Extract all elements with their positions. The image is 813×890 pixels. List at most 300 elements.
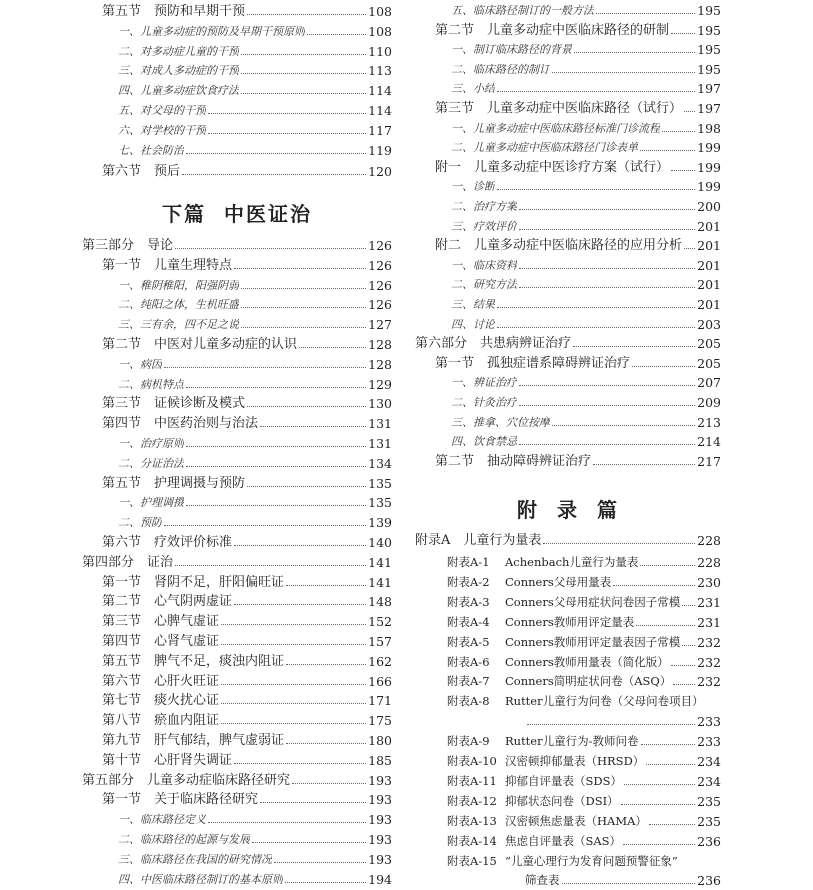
dot-leader <box>208 821 366 823</box>
toc-entry-title: 第六节 疗效评价标准 <box>102 535 233 550</box>
dot-leader <box>649 823 695 825</box>
dot-leader <box>671 32 695 34</box>
toc-entry-title: 二、治疗方案 <box>451 200 517 213</box>
page-number: 236 <box>697 833 721 849</box>
appendix-table-code: 附表A-15 <box>447 853 497 868</box>
dot-leader <box>247 405 366 407</box>
appendix-table-code: 附表A-5 <box>447 634 490 649</box>
page-number: 128 <box>368 337 392 352</box>
dot-leader <box>519 228 695 230</box>
page-number: 233 <box>697 714 721 730</box>
toc-entry <box>415 613 721 632</box>
toc-entry <box>415 334 721 353</box>
toc-entry-title: 一、护理调摄 <box>118 496 184 510</box>
page-number: 171 <box>368 693 392 709</box>
page-number: 141 <box>368 554 392 570</box>
toc-entry <box>82 236 392 255</box>
dot-leader <box>673 683 695 685</box>
page-number: 128 <box>368 356 392 372</box>
toc-entry <box>415 593 721 612</box>
toc-entry <box>82 315 392 334</box>
appendix-table-title: 汉密顿焦虑量表（HAMA） <box>505 813 647 828</box>
toc-entry <box>415 452 721 471</box>
toc-entry-title: 一、儿童多动症的预防及早期干预原则 <box>118 24 305 38</box>
page-number: 126 <box>368 297 392 313</box>
dot-leader <box>641 743 696 745</box>
page-number: 141 <box>368 574 392 590</box>
toc-entry-title: 第二节 儿童多动症中医临床路径的研制 <box>435 22 670 38</box>
toc-entry <box>415 295 721 314</box>
toc-entry <box>415 236 721 255</box>
toc-entry <box>415 256 721 275</box>
toc-entry <box>82 711 392 730</box>
toc-entry-title <box>415 692 704 711</box>
toc-entry-title: 第五节 脾气不足，痰浊内阻证 <box>102 653 285 669</box>
toc-entry <box>82 810 392 829</box>
toc-entry-title: 第三节 证候诊断及模式 <box>102 396 246 412</box>
toc-entry-title: 一、稚阴稚阳，阳强阴弱 <box>118 278 239 292</box>
dot-leader <box>186 445 366 447</box>
page-number: 195 <box>697 61 721 77</box>
dot-leader <box>241 287 366 289</box>
dot-leader <box>632 365 695 367</box>
page-number: 110 <box>368 43 392 59</box>
toc-entry <box>415 672 721 691</box>
toc-entry-title <box>415 772 622 791</box>
toc-entry <box>82 493 392 512</box>
dot-leader <box>574 51 695 53</box>
page-number: 195 <box>697 3 721 18</box>
toc-entry-title: 第四部分 证治 <box>82 554 174 570</box>
toc-entry-title: 第一节 孤独症谱系障碍辨证治疗 <box>435 355 631 371</box>
page-number: 228 <box>697 555 721 570</box>
appendix-table-code: 附表A-14 <box>447 833 497 848</box>
page-number: 162 <box>368 653 392 669</box>
page-number: 232 <box>697 654 721 670</box>
toc-entry-title: 附录A 儿童行为量表 <box>415 533 542 548</box>
toc-entry <box>82 22 392 41</box>
toc-entry <box>415 217 721 236</box>
toc-entry-title: 七、社会防治 <box>118 143 184 157</box>
toc-entry-title: 第四节 心肾气虚证 <box>102 634 220 649</box>
toc-entry <box>82 335 392 354</box>
toc-entry <box>415 633 721 652</box>
dot-leader <box>285 881 366 883</box>
dot-leader <box>208 112 366 114</box>
toc-entry <box>415 158 721 177</box>
page-number: 199 <box>697 159 721 175</box>
appendix-table-code: 附表A-2 <box>447 574 490 589</box>
dot-leader <box>208 132 366 134</box>
toc-entry <box>415 732 721 751</box>
page-number: 201 <box>697 238 721 254</box>
appendix-table-title: “儿童心理行为发育问题预警征象” <box>505 853 678 868</box>
toc-entry-title: 四、儿童多动症饮食疗法 <box>118 84 239 98</box>
appendix-table-code: 附表A-9 <box>447 734 490 749</box>
page-number: 185 <box>368 752 392 768</box>
dot-leader <box>623 843 695 845</box>
dot-leader <box>527 723 695 725</box>
dot-leader <box>186 152 366 154</box>
toc-entry <box>82 121 392 140</box>
dot-leader <box>286 742 366 744</box>
toc-entry-title <box>415 653 669 672</box>
toc-entry <box>82 295 392 314</box>
section-heading-part: 下篇 <box>162 202 206 226</box>
toc-entry-title: 一、病因 <box>118 357 162 371</box>
page-number: 193 <box>368 812 392 828</box>
toc-entry <box>82 162 392 181</box>
dot-leader <box>519 208 695 210</box>
dot-leader <box>552 71 695 73</box>
toc-entry <box>415 1 721 20</box>
toc-entry-title: 二、预防 <box>118 516 162 530</box>
toc-entry-title: 第二节 中医对儿童多动症的认识 <box>102 337 298 352</box>
dot-leader <box>221 683 366 685</box>
appendix-table-code: 附表A-10 <box>447 754 497 768</box>
dot-leader <box>186 465 366 467</box>
page-number: 131 <box>368 416 392 432</box>
toc-entry <box>415 315 721 334</box>
page-number: 114 <box>368 83 392 99</box>
dot-leader <box>221 702 366 704</box>
toc-entry-title: 第一节 肾阴不足，肝阳偏旺证 <box>102 574 285 590</box>
toc-entry <box>82 573 392 592</box>
toc-entry-title <box>415 832 621 851</box>
toc-entry <box>415 354 721 373</box>
page-number: 197 <box>697 101 721 116</box>
dot-leader <box>175 247 366 249</box>
toc-entry <box>415 119 721 138</box>
dot-leader <box>286 663 366 665</box>
section-heading <box>82 198 392 227</box>
dot-leader <box>621 803 696 805</box>
toc-entry-title: 第三部分 导论 <box>82 238 174 253</box>
toc-entry-title: 三、对成人多动症的干预 <box>118 64 239 78</box>
dot-leader <box>519 384 695 386</box>
toc-entry-title <box>415 852 678 871</box>
toc-entry-title: 二、儿童多动症中医临床路径门诊表单 <box>451 141 638 155</box>
appendix-table-title: Conners父母用量表 <box>505 574 612 589</box>
appendix-table-code: 附表A-13 <box>447 813 497 828</box>
toc-entry-title: 第六节 预后 <box>102 163 181 179</box>
toc-entry-title: 四、中医临床路径制订的基本原则 <box>118 872 283 886</box>
dot-leader <box>519 286 695 288</box>
toc-entry <box>415 573 721 592</box>
toc-entry-title: 附一 儿童多动症中医诊疗方案（试行） <box>435 159 670 175</box>
dot-leader <box>164 524 366 526</box>
appendix-table-code: 附表A-11 <box>447 773 497 788</box>
toc-entry <box>82 592 392 611</box>
toc-entry-title: 四、讨论 <box>451 317 495 331</box>
toc-entry <box>415 373 721 392</box>
section-heading-part: 录 <box>557 498 579 522</box>
toc-entry-title: 第四节 中医药治则与治法 <box>102 416 259 432</box>
appendix-table-title: Conners教师用量表（简化版） <box>505 654 669 669</box>
page-number: 230 <box>697 574 721 590</box>
toc-entry-title: 第一节 儿童生理特点 <box>102 257 233 273</box>
section-heading <box>415 494 721 523</box>
page-number: 157 <box>368 634 392 649</box>
dot-leader <box>593 463 695 465</box>
toc-entry-title <box>415 593 680 612</box>
toc-entry <box>82 276 392 295</box>
toc-entry <box>82 81 392 100</box>
page-number: 108 <box>368 4 392 19</box>
toc-entry <box>82 751 392 770</box>
toc-entry <box>82 434 392 453</box>
dot-leader <box>636 624 695 626</box>
dot-leader <box>175 564 366 566</box>
appendix-table-code: 附表A-4 <box>447 614 490 629</box>
dot-leader <box>640 149 695 151</box>
dot-leader <box>274 861 366 863</box>
dot-leader <box>186 386 366 388</box>
toc-entry <box>82 513 392 532</box>
dot-leader <box>186 504 366 506</box>
toc-entry <box>82 61 392 80</box>
page-number: 135 <box>368 475 392 491</box>
dot-leader <box>519 404 695 406</box>
section-heading-part: 中医证治 <box>224 202 312 226</box>
page-number: 232 <box>697 634 721 650</box>
toc-entry-title: 第五节 护理调摄与预防 <box>102 475 246 491</box>
toc-entry-title <box>415 633 680 652</box>
appendix-table-title: 抑郁自评量表（SDS） <box>505 773 622 788</box>
toc-entry-title: 第六节 心肝火旺证 <box>102 673 220 689</box>
toc-entry <box>415 138 721 157</box>
appendix-table-title: Conners简明症状问卷（ASQ） <box>505 674 672 689</box>
toc-entry <box>415 531 721 550</box>
toc-entry <box>82 101 392 120</box>
page-number: 205 <box>697 355 721 371</box>
toc-entry-title: 二、纯阳之体，生机旺盛 <box>118 298 239 312</box>
toc-entry-title: 第七节 痰火扰心证 <box>102 693 220 709</box>
dot-leader <box>640 564 695 566</box>
page-number: 166 <box>368 673 392 689</box>
toc-entry <box>415 553 721 572</box>
toc-entry-title: 第九节 肝气郁结，脾气虚弱证 <box>102 733 285 748</box>
toc-entry <box>82 553 392 572</box>
toc-entry <box>415 413 721 432</box>
dot-leader <box>221 623 366 625</box>
page-number: 195 <box>697 22 721 38</box>
toc-entry <box>415 812 721 831</box>
toc-entry-title: 二、对多动症儿童的干预 <box>118 44 239 58</box>
toc-entry-title: 一、辨证治疗 <box>451 376 517 390</box>
dot-leader <box>292 782 366 784</box>
page-number: 234 <box>697 754 721 769</box>
toc-entry <box>415 21 721 40</box>
dot-leader <box>234 762 366 764</box>
toc-entry-title: 一、临床资料 <box>451 258 517 272</box>
dot-leader <box>234 603 366 605</box>
toc-entry-title: 第三节 儿童多动症中医临床路径（试行） <box>435 101 683 116</box>
section-heading-part: 附 <box>517 498 539 522</box>
toc-entry-title <box>415 553 638 572</box>
appendix-table-title: 汉密顿抑郁量表（HRSD） <box>505 754 645 768</box>
page-number: 193 <box>368 792 392 808</box>
page-number: 148 <box>368 594 392 610</box>
page-number: 152 <box>368 614 392 630</box>
page-number: 139 <box>368 515 392 531</box>
page-number: 114 <box>368 103 392 118</box>
toc-entry-title <box>415 871 560 890</box>
dot-leader <box>596 12 695 14</box>
toc-entry <box>82 2 392 21</box>
dot-leader <box>519 443 695 445</box>
dot-leader <box>682 644 695 646</box>
dot-leader <box>684 110 695 112</box>
page-number: 233 <box>697 734 721 750</box>
page-number: 197 <box>697 81 721 97</box>
toc-entry <box>415 871 721 890</box>
appendix-table-code: 附表A-3 <box>447 594 490 609</box>
toc-entry-title: 第五节 预防和早期干预 <box>102 4 246 19</box>
appendix-table-code: 附表A-8 <box>447 694 490 709</box>
toc-entry-title <box>415 672 671 691</box>
page-number: 200 <box>697 199 721 214</box>
page-number: 207 <box>697 375 721 391</box>
toc-entry-title: 第六部分 共患病辨证治疗 <box>415 336 572 352</box>
toc-entry-title: 一、制订临床路径的背景 <box>451 43 572 57</box>
toc-entry <box>82 632 392 651</box>
dot-leader <box>662 130 695 132</box>
dot-leader <box>624 783 695 785</box>
toc-entry-title: 二、研究方法 <box>451 278 517 292</box>
toc-entry-title: 一、治疗原则 <box>118 437 184 450</box>
toc-entry <box>415 752 721 771</box>
toc-entry <box>82 141 392 160</box>
toc-entry <box>415 79 721 98</box>
toc-entry <box>415 177 721 196</box>
page-number: 108 <box>368 23 392 39</box>
toc-entry-title: 二、临床路径的制订 <box>451 62 550 76</box>
dot-leader <box>286 584 366 586</box>
dot-leader <box>241 72 366 74</box>
appendix-table-title: Conners教师用评定量表因子常模 <box>505 634 681 649</box>
page-number: 217 <box>697 453 721 469</box>
page-number: 232 <box>697 674 721 690</box>
toc-entry <box>82 375 392 394</box>
toc-entry <box>415 653 721 672</box>
toc-entry-title <box>415 573 611 592</box>
page-number: 126 <box>368 257 392 273</box>
page-number: 228 <box>697 533 721 548</box>
page-number: 194 <box>368 871 392 887</box>
dot-leader <box>241 326 366 328</box>
dot-leader <box>562 882 696 884</box>
toc-entry <box>415 692 721 711</box>
toc-entry <box>82 830 392 849</box>
toc-entry <box>82 42 392 61</box>
page-number: 175 <box>368 713 392 729</box>
page-number: 129 <box>368 376 392 392</box>
toc-entry-title: 第二节 心气阴两虚证 <box>102 594 233 610</box>
dot-leader <box>260 425 366 427</box>
toc-entry-title: 三、结果 <box>451 298 495 311</box>
toc-entry-title: 第一节 关于临床路径研究 <box>102 792 259 808</box>
toc-entry-title: 二、病机特点 <box>118 377 184 391</box>
toc-entry-title <box>415 732 639 751</box>
dot-leader <box>260 801 366 803</box>
page-number: 209 <box>697 395 721 410</box>
page-number: 199 <box>697 140 721 156</box>
toc-entry-title: 六、对学校的干预 <box>118 123 206 137</box>
dot-leader <box>684 247 695 249</box>
toc-entry <box>82 731 392 750</box>
dot-leader <box>164 366 366 368</box>
page-number: 235 <box>697 793 721 809</box>
toc-entry <box>415 432 721 451</box>
dot-leader <box>671 169 695 171</box>
toc-entry <box>82 771 392 790</box>
page-number: 130 <box>368 396 392 412</box>
appendix-table-title: Rutter儿童行为问卷（父母问卷项目） <box>505 694 704 709</box>
toc-entry-title: 附二 儿童多动症中医临床路径的应用分析 <box>435 238 683 254</box>
dot-leader <box>182 173 366 175</box>
toc-entry <box>415 60 721 79</box>
dot-leader <box>543 542 695 544</box>
toc-entry-title: 三、推拿、穴位按摩 <box>451 415 550 429</box>
toc-entry-title: 一、临床路径定义 <box>118 813 206 827</box>
toc-entry <box>82 256 392 275</box>
page-number: 236 <box>697 873 721 889</box>
toc-entry <box>82 394 392 413</box>
dot-leader <box>241 306 366 308</box>
toc-entry-title: 五、临床路径制订的一般方法 <box>451 4 594 17</box>
appendix-table-code: 附表A-12 <box>447 793 497 808</box>
appendix-table-title: Rutter儿童行为-教师问卷 <box>505 734 639 749</box>
toc-entry <box>82 652 392 671</box>
toc-entry <box>82 414 392 433</box>
dot-leader <box>241 53 366 55</box>
dot-leader <box>497 306 695 308</box>
toc-entry-title: 三、临床路径在我国的研究情况 <box>118 852 272 866</box>
toc-entry <box>415 772 721 791</box>
toc-entry-title: 二、针灸治疗 <box>451 396 517 409</box>
toc-entry-title: 第二节 抽动障碍辨证治疗 <box>435 453 592 469</box>
page-number: 201 <box>697 277 721 293</box>
appendix-table-code: 附表A-6 <box>447 654 490 669</box>
dot-leader <box>573 345 695 347</box>
toc-entry <box>415 852 721 871</box>
page-number: 213 <box>697 414 721 430</box>
toc-entry-title: 五、对父母的干预 <box>118 104 206 117</box>
page-number: 201 <box>697 297 721 312</box>
toc-entry <box>82 850 392 869</box>
page-number: 119 <box>368 142 392 158</box>
dot-leader <box>497 188 695 190</box>
toc-entry-title: 第十节 心肝肾失调证 <box>102 752 233 768</box>
toc-entry-title <box>415 792 619 811</box>
page-number: 205 <box>697 336 721 352</box>
page-number: 140 <box>368 535 392 550</box>
toc-entry <box>415 275 721 294</box>
page-number: 231 <box>697 594 721 610</box>
page-number: 193 <box>368 772 392 788</box>
appendix-table-title: 焦虑自评量表（SAS） <box>505 833 622 848</box>
dot-leader <box>552 424 695 426</box>
dot-leader <box>613 584 695 586</box>
page-number: 134 <box>368 455 392 471</box>
page-number: 131 <box>368 436 392 451</box>
appendix-table-title: Achenbach儿童行为量表 <box>505 555 639 569</box>
dot-leader <box>247 13 366 15</box>
appendix-table-title: 抑郁状态问卷（DSI） <box>505 793 619 808</box>
toc-entry-title: 三、三有余，四不足之说 <box>118 318 239 332</box>
page-number: 201 <box>697 218 721 234</box>
